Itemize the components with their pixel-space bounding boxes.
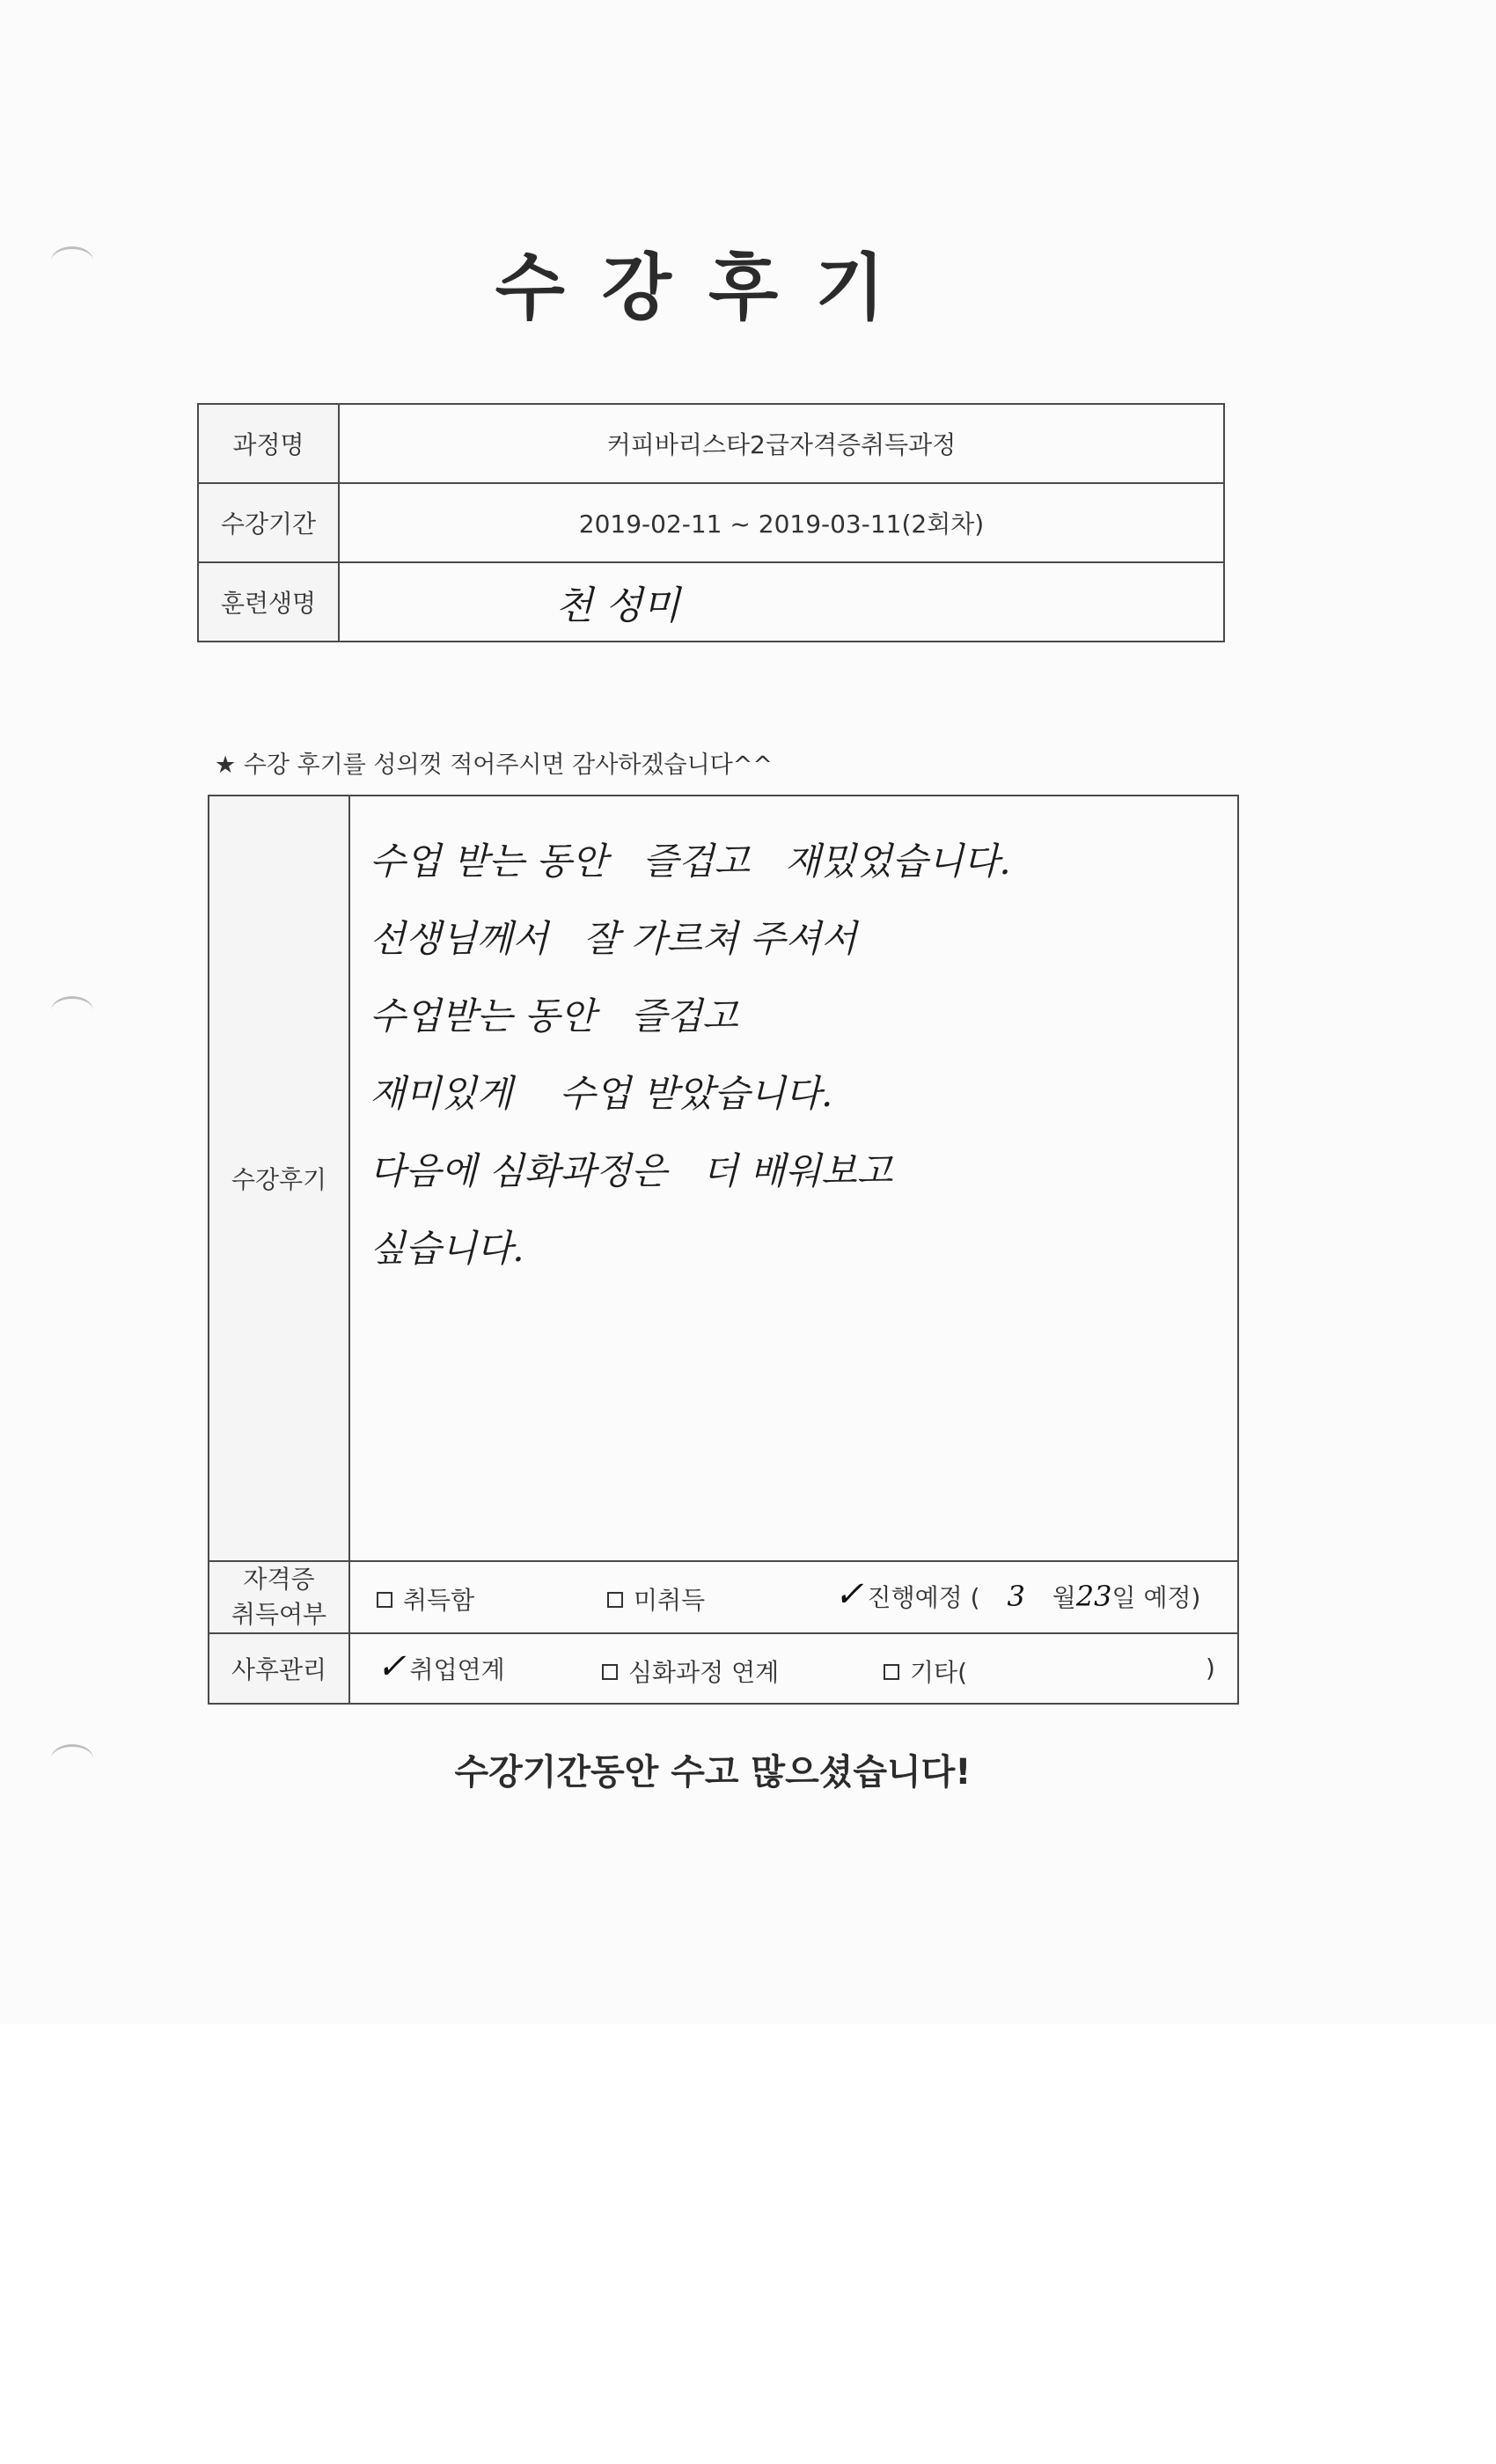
closing-message: 수강기간동안 수고 많으셨습니다! <box>454 1752 972 1793</box>
review-row <box>209 796 1238 1561</box>
pending-month-unit: 월 <box>1052 1583 1076 1612</box>
option-acquired-label: 취득함 <box>403 1586 475 1615</box>
review-line: 수업 받는 동안 즐겁고 재밌었습니다. <box>370 840 1011 883</box>
course-label: 과정명 <box>198 404 339 483</box>
option-pending-label: 진행예정 ( <box>867 1583 980 1612</box>
option-other[interactable] <box>884 1654 967 1689</box>
review-text-area <box>349 796 1238 1561</box>
certification-label <box>209 1561 349 1633</box>
pending-month-handwritten: 3 <box>1007 1580 1025 1613</box>
aftercare-row <box>209 1633 1238 1704</box>
period-row <box>198 483 1224 562</box>
review-line: 선생님께서 잘 가르쳐 주셔서 <box>370 917 857 960</box>
option-employment[interactable] <box>377 1646 505 1687</box>
certification-options <box>349 1561 1238 1633</box>
review-line: 싶습니다. <box>370 1227 524 1270</box>
checkbox-empty-icon[interactable] <box>602 1664 618 1680</box>
period-label: 수강기간 <box>198 483 339 562</box>
trainee-label: 훈련생명 <box>198 562 339 642</box>
checkbox-empty-icon[interactable] <box>884 1664 899 1680</box>
pending-day-handwritten: 23 <box>1075 1580 1112 1613</box>
info-table <box>197 403 1225 642</box>
option-not-acquired[interactable] <box>607 1581 705 1617</box>
review-table <box>208 795 1239 1705</box>
review-handwriting <box>350 796 1237 1287</box>
option-other-label: 기타( <box>910 1658 968 1687</box>
checkmark-icon[interactable]: ✓ <box>834 1574 864 1615</box>
trainee-name-handwritten: 천 성미 <box>555 583 680 628</box>
checkbox-empty-icon[interactable] <box>377 1592 392 1608</box>
instruction-note: ★ 수강 후기를 성의껏 적어주시면 감사하겠습니다^^ <box>215 752 774 779</box>
certification-row <box>209 1561 1238 1633</box>
course-row <box>198 404 1224 483</box>
review-line: 재미있게 수업 받았습니다. <box>370 1072 833 1115</box>
option-pending[interactable] <box>834 1574 1200 1615</box>
review-line: 다음에 심화과정은 더 배워보고 <box>370 1149 893 1192</box>
option-employment-label: 취업연계 <box>409 1655 505 1684</box>
option-acquired[interactable] <box>377 1581 474 1617</box>
option-advanced-label: 심화과정 연계 <box>628 1658 780 1687</box>
punch-hole-mark <box>51 996 93 1025</box>
pending-day-unit: 일 예정) <box>1111 1583 1201 1612</box>
aftercare-label: 사후관리 <box>209 1633 349 1704</box>
option-other-close: ) <box>1206 1654 1215 1683</box>
review-line: 수업받는 동안 즐겁고 <box>370 994 738 1038</box>
review-label: 수강후기 <box>209 796 349 1561</box>
certification-label-line-1: 자격증 <box>243 1565 315 1594</box>
checkmark-icon[interactable]: ✓ <box>377 1646 407 1687</box>
aftercare-options <box>349 1633 1238 1704</box>
certification-label-line-2: 취득여부 <box>231 1600 327 1629</box>
option-not-acquired-label: 미취득 <box>634 1586 706 1615</box>
page-title: 수강후기 <box>495 246 922 330</box>
trainee-row <box>198 562 1224 642</box>
checkbox-empty-icon[interactable] <box>607 1592 623 1608</box>
option-advanced[interactable] <box>602 1654 779 1689</box>
period-value: 2019-02-11 ~ 2019-03-11(2회차) <box>339 483 1224 562</box>
trainee-cell <box>339 562 1224 642</box>
course-value: 커피바리스타2급자격증취득과정 <box>339 404 1224 483</box>
